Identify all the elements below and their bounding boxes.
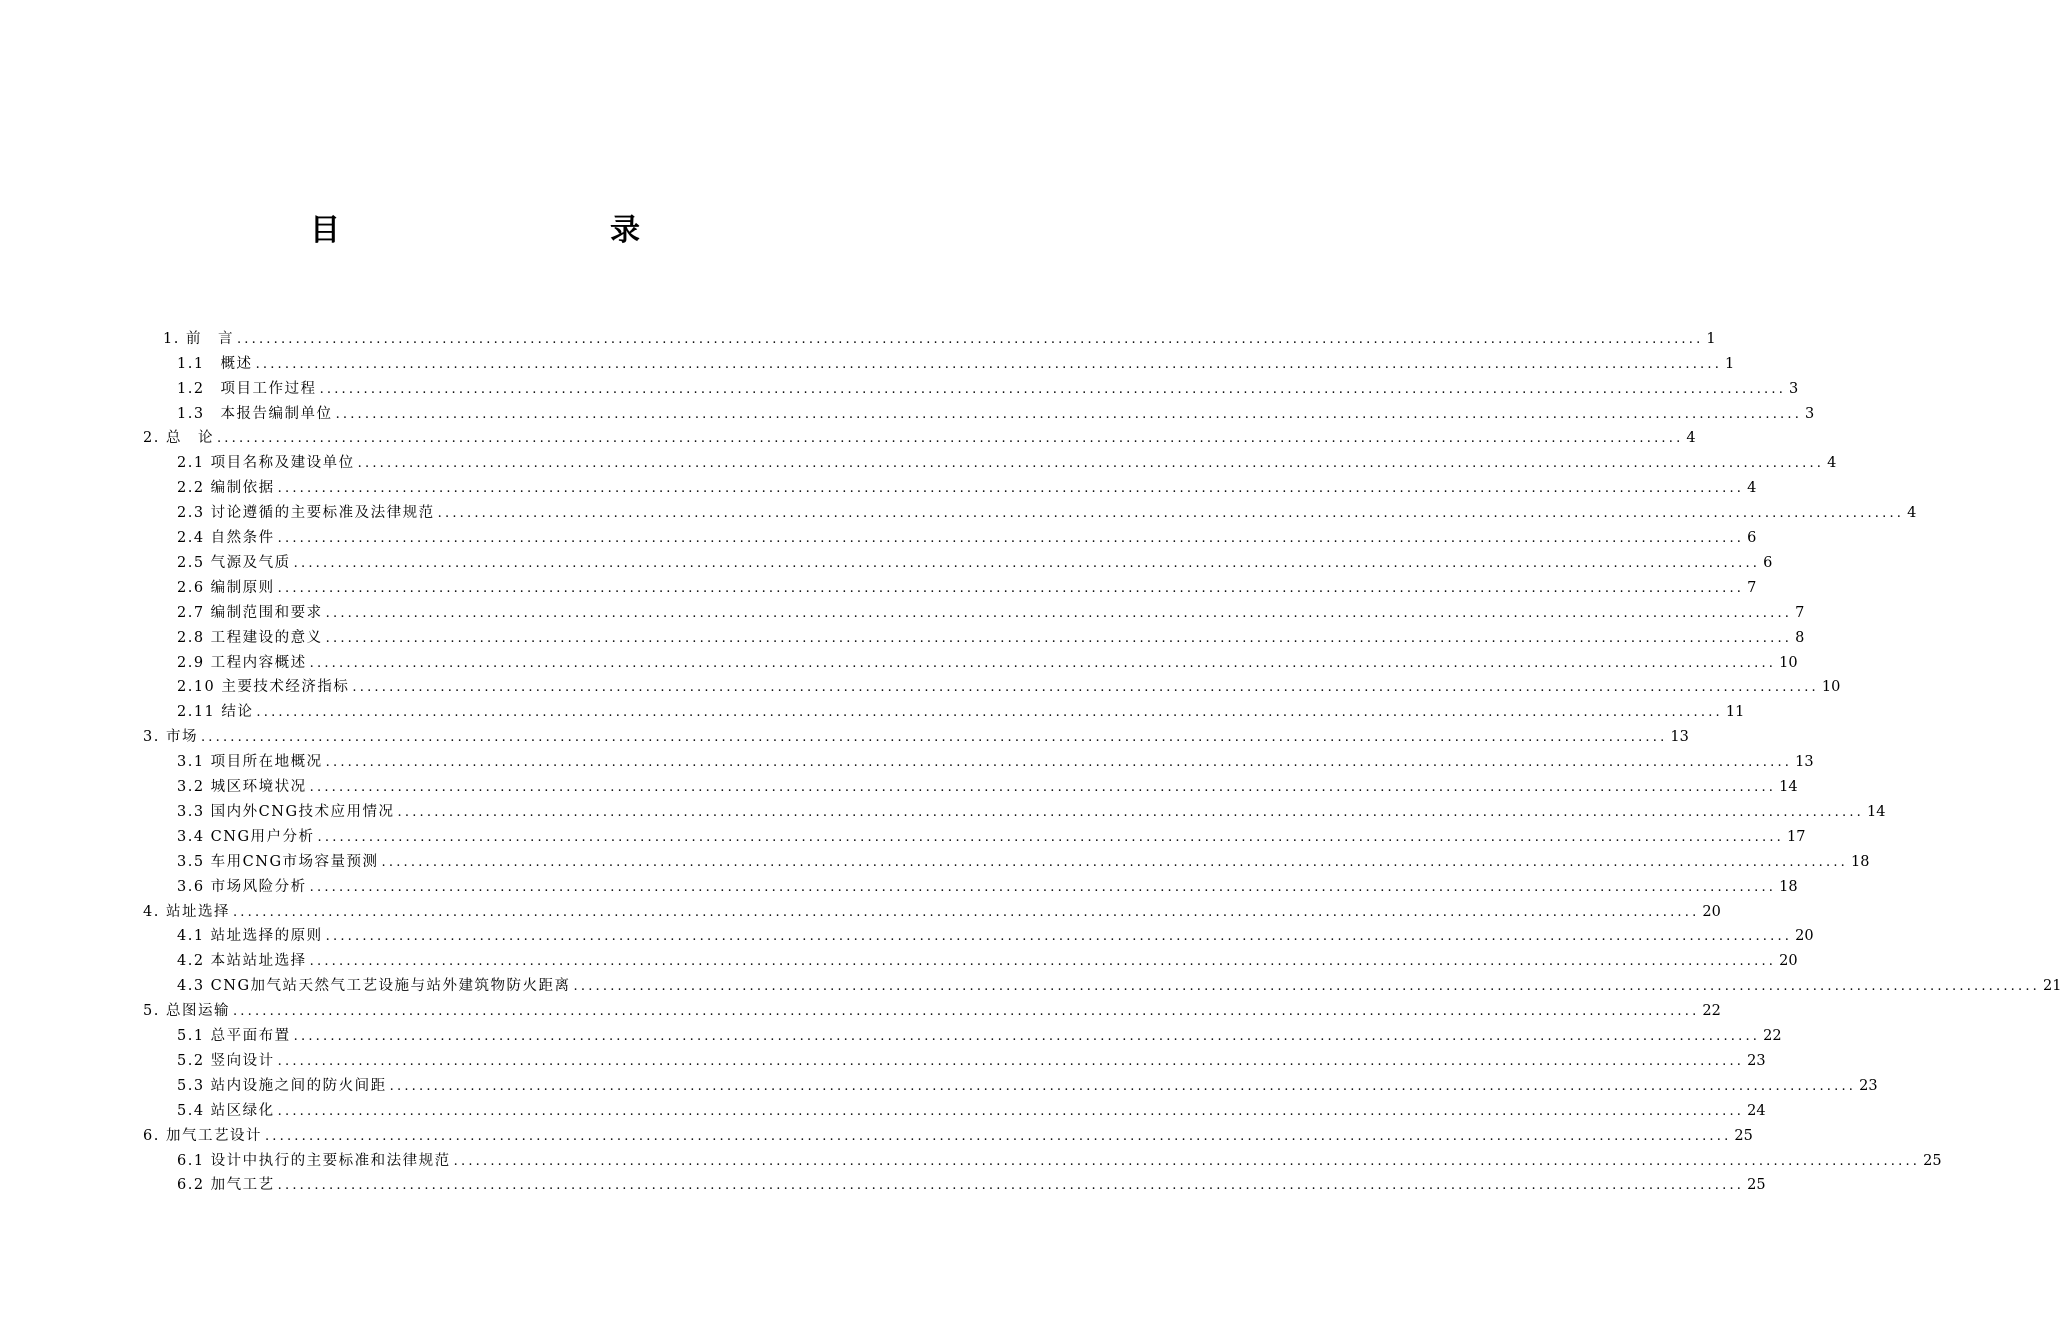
toc-leader-dots: ........................................................................................................................................................................................................ xyxy=(255,356,1723,372)
toc-leader-dots: ........................................................................................................................................................................................................ xyxy=(309,655,1777,671)
toc-section-entry[interactable] xyxy=(177,399,1815,424)
toc-leader-dots: ........................................................................................................................................................................................................ xyxy=(256,705,1723,721)
toc-leader-dots: ........................................................................................................................................................................................................ xyxy=(309,879,1777,895)
toc-entry-label: 3.6 市场风险分析 xyxy=(177,878,307,895)
toc-leader-dots: ........................................................................................................................................................................................................ xyxy=(397,804,1865,820)
toc-page-number: 1 xyxy=(1706,330,1716,347)
toc-section-entry[interactable] xyxy=(177,648,1798,673)
toc-leader-dots: ........................................................................................................................................................................................................ xyxy=(325,755,1793,771)
toc-page-number: 8 xyxy=(1795,629,1805,646)
toc-page-number: 3 xyxy=(1805,405,1815,422)
toc-page-number: 18 xyxy=(1779,878,1798,895)
toc-leader-dots: ........................................................................................................................................................................................................ xyxy=(232,1004,1700,1020)
toc-leader-dots: ........................................................................................................................................................................................................ xyxy=(277,481,1745,497)
toc-section-entry[interactable] xyxy=(177,1171,1766,1196)
toc-leader-dots: ........................................................................................................................................................................................................ xyxy=(264,1128,1732,1144)
toc-entry-label: 1.3 本报告编制单位 xyxy=(177,405,333,422)
toc-page-number: 13 xyxy=(1795,754,1814,771)
toc-page-number: 11 xyxy=(1725,704,1745,721)
toc-leader-dots: ........................................................................................................................................................................................................ xyxy=(573,979,2041,995)
toc-entry-label: 4.3 CNG加气站天然气工艺设施与站外建筑物防火距离 xyxy=(177,978,571,995)
toc-section-entry[interactable] xyxy=(177,822,1806,847)
toc-chapter-entry[interactable] xyxy=(143,1121,1753,1146)
toc-section-entry[interactable] xyxy=(177,1021,1782,1046)
toc-entry-label: 2.4 自然条件 xyxy=(177,530,275,547)
toc-section-entry[interactable] xyxy=(177,1071,1878,1096)
toc-entry-label: 5.4 站区绿化 xyxy=(177,1102,275,1119)
toc-leader-dots: ........................................................................................................................................................................................................ xyxy=(389,1078,1857,1094)
toc-section-entry[interactable] xyxy=(177,623,1805,648)
toc-page-number: 7 xyxy=(1747,579,1757,596)
toc-entry-label: 2.6 编制原则 xyxy=(177,579,275,596)
toc-page-number: 7 xyxy=(1795,604,1805,621)
toc-page-number: 24 xyxy=(1747,1102,1766,1119)
toc-entry-label: 3. 市场 xyxy=(143,729,198,746)
toc-entry-label: 3.1 项目所在地概况 xyxy=(177,754,323,771)
toc-section-entry[interactable] xyxy=(177,523,1757,548)
toc-page-number: 6 xyxy=(1747,530,1757,547)
toc-entry-label: 2. 总 论 xyxy=(143,430,214,447)
toc-entry-label: 4.1 站址选择的原则 xyxy=(177,928,323,945)
toc-entry-label: 3.4 CNG用户分析 xyxy=(177,828,315,845)
toc-leader-dots: ........................................................................................................................................................................................................ xyxy=(437,506,1905,522)
toc-page-number: 17 xyxy=(1787,828,1806,845)
toc-leader-dots: ........................................................................................................................................................................................................ xyxy=(277,531,1745,547)
toc-section-entry[interactable] xyxy=(177,1046,1766,1071)
toc-leader-dots: ........................................................................................................................................................................................................ xyxy=(317,829,1785,845)
toc-page-number: 20 xyxy=(1702,903,1721,920)
toc-entry-label: 2.9 工程内容概述 xyxy=(177,654,307,671)
toc-leader-dots: ........................................................................................................................................................................................................ xyxy=(352,680,1819,696)
toc-entry-label: 4. 站址选择 xyxy=(143,903,230,920)
toc-leader-dots: ........................................................................................................................................................................................................ xyxy=(293,555,1761,571)
toc-page-number: 25 xyxy=(1734,1127,1753,1144)
toc-page-number: 13 xyxy=(1670,729,1689,746)
toc-page-number: 10 xyxy=(1821,679,1841,696)
toc-page-number: 20 xyxy=(1795,928,1814,945)
toc-leader-dots: ........................................................................................................................................................................................................ xyxy=(232,904,1700,920)
toc-page-number: 10 xyxy=(1779,654,1798,671)
toc-leader-dots: ........................................................................................................................................................................................................ xyxy=(335,406,1803,422)
toc-chapter-entry[interactable] xyxy=(143,996,1721,1021)
toc-chapter-entry[interactable] xyxy=(143,897,1721,922)
toc-section-entry[interactable] xyxy=(177,847,1870,872)
toc-entry-label: 2.1 项目名称及建设单位 xyxy=(177,455,355,472)
toc-page-number: 22 xyxy=(1763,1028,1782,1045)
toc-leader-dots: ........................................................................................................................................................................................................ xyxy=(357,456,1825,472)
toc-section-entry[interactable] xyxy=(177,698,1745,723)
toc-leader-dots: ........................................................................................................................................................................................................ xyxy=(325,605,1793,621)
page-title: 目 录 xyxy=(310,213,710,248)
toc-page-number: 23 xyxy=(1859,1077,1878,1094)
toc-entry-label: 5.1 总平面布置 xyxy=(177,1028,291,1045)
toc-entry-label: 2.10 主要技术经济指标 xyxy=(177,679,350,696)
toc-section-entry[interactable] xyxy=(177,548,1773,573)
toc-section-entry[interactable] xyxy=(177,747,1814,772)
toc-leader-dots: ........................................................................................................................................................................................................ xyxy=(293,1029,1761,1045)
toc-section-entry[interactable] xyxy=(177,573,1757,598)
toc-entry-label: 3.5 车用CNG市场容量预测 xyxy=(177,853,379,870)
toc-leader-dots: ........................................................................................................................................................................................................ xyxy=(309,780,1777,796)
toc-page-number: 25 xyxy=(1923,1152,1942,1169)
toc-page-number: 23 xyxy=(1747,1052,1766,1069)
toc-entry-label: 6. 加气工艺设计 xyxy=(143,1127,262,1144)
toc-page-number: 4 xyxy=(1827,455,1837,472)
toc-page-number: 25 xyxy=(1747,1177,1766,1194)
toc-leader-dots: ........................................................................................................................................................................................................ xyxy=(453,1153,1921,1169)
toc-page-number: 3 xyxy=(1789,380,1799,397)
toc-entry-label: 1.2 项目工作过程 xyxy=(177,380,317,397)
toc-page-number: 14 xyxy=(1867,803,1886,820)
toc-page-number: 4 xyxy=(1747,480,1757,497)
toc-section-entry[interactable] xyxy=(177,349,1735,374)
toc-page-number: 20 xyxy=(1779,953,1798,970)
toc-entry-label: 5.2 竖向设计 xyxy=(177,1052,275,1069)
toc-entry-label: 3.2 城区环境状况 xyxy=(177,779,307,796)
toc-leader-dots: ........................................................................................................................................................................................................ xyxy=(200,730,1668,746)
toc-leader-dots: ........................................................................................................................................................................................................ xyxy=(277,1103,1745,1119)
toc-section-entry[interactable] xyxy=(177,473,1757,498)
toc-section-entry[interactable] xyxy=(177,449,1837,474)
toc-leader-dots: ........................................................................................................................................................................................................ xyxy=(325,630,1793,646)
toc-entry-label: 5.3 站内设施之间的防火间距 xyxy=(177,1077,387,1094)
toc-section-entry[interactable] xyxy=(177,673,1841,698)
toc-section-entry[interactable] xyxy=(177,1096,1766,1121)
toc-leader-dots: ........................................................................................................................................................................................................ xyxy=(236,331,1704,347)
toc-page-number: 6 xyxy=(1763,554,1773,571)
toc-page-number: 14 xyxy=(1779,779,1798,796)
toc-leader-dots: ........................................................................................................................................................................................................ xyxy=(325,929,1793,945)
toc-leader-dots: ........................................................................................................................................................................................................ xyxy=(381,854,1849,870)
toc-section-entry[interactable] xyxy=(177,1146,1942,1171)
toc-leader-dots: ........................................................................................................................................................................................................ xyxy=(277,1178,1745,1194)
toc-chapter-entry[interactable] xyxy=(143,424,1696,449)
toc-entry-label: 2.8 工程建设的意义 xyxy=(177,629,323,646)
toc-entry-label: 2.5 气源及气质 xyxy=(177,554,291,571)
toc-leader-dots: ........................................................................................................................................................................................................ xyxy=(319,381,1787,397)
toc-leader-dots: ........................................................................................................................................................................................................ xyxy=(277,580,1745,596)
toc-entry-label: 6.1 设计中执行的主要标准和法律规范 xyxy=(177,1152,451,1169)
toc-entry-label: 2.2 编制依据 xyxy=(177,480,275,497)
toc-page-number: 21 xyxy=(2043,978,2061,995)
toc-section-entry[interactable] xyxy=(177,872,1798,897)
toc-entry-label: 2.3 讨论遵循的主要标准及法律规范 xyxy=(177,505,435,522)
toc-chapter-entry[interactable] xyxy=(143,722,1689,747)
toc-page-number: 22 xyxy=(1702,1003,1721,1020)
toc-section-entry[interactable] xyxy=(177,598,1805,623)
toc-section-entry[interactable] xyxy=(177,947,1798,972)
toc-page-number: 4 xyxy=(1686,430,1696,447)
toc-section-entry[interactable] xyxy=(177,374,1799,399)
toc-chapter-entry[interactable] xyxy=(163,324,1716,349)
toc-leader-dots: ........................................................................................................................................................................................................ xyxy=(216,431,1684,447)
toc-entry-label: 1. 前 言 xyxy=(163,330,234,347)
toc-entry-label: 4.2 本站站址选择 xyxy=(177,953,307,970)
toc-section-entry[interactable] xyxy=(177,498,1917,523)
toc-section-entry[interactable] xyxy=(177,922,1814,947)
toc-entry-label: 3.3 国内外CNG技术应用情况 xyxy=(177,803,395,820)
toc-section-entry[interactable] xyxy=(177,797,1886,822)
toc-entry-label: 2.7 编制范围和要求 xyxy=(177,604,323,621)
toc-page-number: 18 xyxy=(1851,853,1870,870)
toc-entry-label: 6.2 加气工艺 xyxy=(177,1177,275,1194)
toc-entry-label: 2.11 结论 xyxy=(177,704,254,721)
toc-entry-label: 1.1 概述 xyxy=(177,355,253,372)
toc-page-number: 1 xyxy=(1725,355,1735,372)
toc-entry-label: 5. 总图运输 xyxy=(143,1003,230,1020)
toc-section-entry[interactable] xyxy=(177,772,1798,797)
toc-leader-dots: ........................................................................................................................................................................................................ xyxy=(277,1053,1745,1069)
toc-leader-dots: ........................................................................................................................................................................................................ xyxy=(309,954,1777,970)
toc-section-entry[interactable] xyxy=(177,971,2061,996)
toc-page-number: 4 xyxy=(1907,505,1917,522)
